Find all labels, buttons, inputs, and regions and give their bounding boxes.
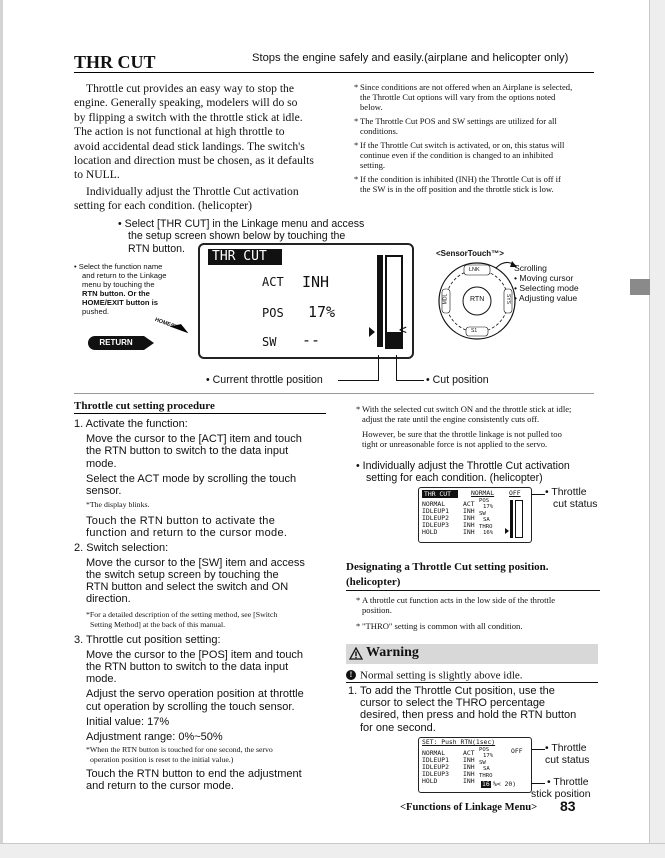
step-3-title: 3. Throttle cut position setting: bbox=[74, 633, 221, 646]
step-3-text-a: Move the cursor to the [POS] item and touch the RTN button to switch to the data input mode. bbox=[86, 648, 304, 686]
mini-pointer-icon bbox=[505, 528, 509, 534]
section-divider bbox=[74, 393, 594, 394]
intro-line: Individually adjust the Throttle Cut activation bbox=[86, 185, 299, 198]
title-rule bbox=[74, 72, 594, 73]
designating-notes: * A throttle cut function acts in the low side of the throttle position. * "THRO" setting is common with all condition. bbox=[356, 595, 556, 631]
intro-paragraph-1 bbox=[74, 82, 324, 183]
procedure-steps bbox=[74, 418, 328, 793]
step-1-text-c: Touch the RTN button to activate the function and return to the cursor mode. bbox=[86, 515, 288, 540]
pos-value[interactable]: 17% bbox=[308, 303, 336, 321]
act-value[interactable]: INH bbox=[302, 273, 330, 291]
footer-section-label: <Functions of Linkage Menu> bbox=[400, 802, 538, 813]
warning-triangle-icon bbox=[349, 647, 363, 660]
page-number: 83 bbox=[560, 798, 576, 814]
return-arrow-icon bbox=[144, 336, 154, 350]
step-3-note: *When the RTN button is touched for one second, the servo operation position is reset to the initial value.) bbox=[86, 745, 273, 765]
warning-sub-row: ! Normal setting is slightly above idle. bbox=[346, 666, 598, 683]
intro-line: The action is not functional at high throttle to bbox=[74, 125, 285, 139]
thro-set-lcd: SET: Push RTN(1sec) OFF NORMAL IDLEUP1 IDLEUP2 IDLEUP3 HOLD ACT INH INH INH INH POS 17% SW SA THRO 16 %< 20) bbox=[418, 737, 532, 793]
return-button[interactable]: RETURN bbox=[88, 336, 144, 350]
designating-rule bbox=[346, 590, 600, 591]
page-subtitle: Stops the engine safely and easily.(airplane and helicopter only) bbox=[252, 52, 569, 64]
select-instruction: • Select [THR CUT] in the Linkage menu and access the setup screen shown below by touching the RTN button. bbox=[118, 218, 365, 255]
cut-leader-line bbox=[396, 355, 397, 381]
designating-heading: Designating a Throttle Cut setting position. (helicopter) bbox=[346, 561, 549, 588]
sys-button[interactable]: SYS bbox=[505, 293, 512, 305]
sw-label: SW bbox=[262, 335, 277, 349]
step-2-note: *For a detailed description of the setting method, see [Switch Setting Method] at the back of this manual. bbox=[86, 609, 278, 629]
note-item: * Since conditions are not offered when an Airplane is selected, the Throttle Cut options will vary from the options noted below. bbox=[354, 82, 573, 112]
act-label: ACT bbox=[262, 275, 284, 289]
step-2-text: Move the cursor to the [SW] item and access the switch setup screen by touching the RTN button and select the switch and ON direction. bbox=[86, 556, 305, 606]
procedure-heading: Throttle cut setting procedure bbox=[74, 400, 326, 414]
right-note-1: * With the selected cut switch ON and the throttle stick at idle; adjust the rate until the engine consistently cuts off. However, be sure that the throttle linkage is not pulled too tight or unreasonable force is not applied to the servo. bbox=[356, 404, 572, 449]
note-item: * The Throttle Cut POS and SW settings are utilized for all conditions. bbox=[354, 116, 557, 136]
intro-paragraph-2 bbox=[74, 185, 324, 214]
page-title: THR CUT bbox=[74, 52, 156, 72]
act-column: ACT INH INH INH INH bbox=[463, 500, 475, 536]
note-item: * If the condition is inhibited (INH) the Throttle Cut is off if the SW is in the off position and the throttle stick is low. bbox=[354, 174, 561, 194]
act-column: ACT INH INH INH INH bbox=[463, 749, 475, 785]
throttle-position-bar bbox=[377, 255, 383, 347]
intro-line: avoid accidental dead stick landings. The switch's bbox=[74, 139, 305, 153]
condition-list: NORMAL IDLEUP1 IDLEUP2 IDLEUP3 HOLD bbox=[422, 749, 449, 785]
step-1-text-b: Select the ACT mode by scrolling the touch sensor. bbox=[86, 472, 297, 498]
page-bottom-margin bbox=[0, 843, 665, 858]
condition-list: NORMAL IDLEUP1 IDLEUP2 IDLEUP3 HOLD bbox=[422, 500, 449, 536]
step-1-text-a: Move the cursor to the [ACT] item and touch the RTN button to switch to the data input mode. bbox=[86, 433, 302, 470]
intro-line: by flipping a switch with the throttle stick at idle. bbox=[74, 110, 303, 124]
page-left-edge bbox=[0, 0, 3, 857]
value-column: POS 17% SW SA THRO bbox=[479, 747, 494, 779]
throttle-leader-line bbox=[338, 380, 378, 381]
sensor-touch-title: <SensorTouch™> bbox=[436, 249, 504, 258]
note-item: * If the Throttle Cut switch is activated, or on, this status will continue even if the condition is changed to an inhibited setting. bbox=[354, 140, 565, 170]
step-1-note: *The display blinks. bbox=[86, 500, 150, 510]
thr-cut-lcd-screen bbox=[198, 243, 414, 359]
warning-title: Warning bbox=[366, 645, 419, 660]
cut-position-label: • Cut position bbox=[426, 374, 489, 386]
intro-line: Throttle cut provides an easy way to stop the bbox=[86, 82, 294, 95]
intro-line: to NULL. bbox=[74, 168, 120, 182]
mdl-button[interactable]: MDL bbox=[442, 293, 449, 305]
side-note-box: • Select the function name and return to the Linkage menu by touching the RTN button. Or the HOME/EXIT button is pushed. HOME/EXIT RETURN bbox=[74, 262, 194, 354]
individually-adjust-note: • Individually adjust the Throttle Cut activation setting for each condition. (helicopter) bbox=[356, 460, 570, 485]
current-throttle-label: • Current throttle position bbox=[206, 374, 323, 386]
callout-line bbox=[531, 494, 545, 495]
throttle-leader-line bbox=[378, 355, 379, 381]
sw-value[interactable]: -- bbox=[302, 331, 321, 349]
throttle-pointer-icon bbox=[369, 327, 375, 337]
initial-value: Initial value: 17% bbox=[86, 715, 170, 728]
throttle-cut-status-callout-2: • Throttle cut status bbox=[545, 743, 590, 766]
exclamation-icon: ! bbox=[346, 670, 356, 680]
warning-step-1: 1. To add the Throttle Cut position, use the cursor to select the THRO percentage desired, then press and hold the RTN button for one second. bbox=[348, 685, 577, 734]
cut-pointer-icon: < bbox=[399, 323, 407, 338]
rtn-center-button[interactable]: RTN bbox=[470, 296, 485, 303]
thro-value-highlight[interactable]: 16 bbox=[482, 780, 490, 788]
throttle-cut-status-callout: • Throttle cut status bbox=[545, 487, 598, 510]
step-2-title: 2. Switch selection: bbox=[74, 541, 169, 554]
step-1-title: 1. Activate the function: bbox=[74, 418, 188, 430]
adjustment-range: Adjustment range: 0%~50% bbox=[86, 731, 223, 744]
page-right-margin bbox=[649, 0, 665, 857]
scrolling-callout: Scrolling • Moving cursor • Selecting mode • Adjusting value bbox=[514, 263, 579, 303]
cut-leader-line bbox=[396, 380, 424, 381]
callout-line bbox=[531, 749, 545, 750]
value-column: POS 17% SW SA THRO 16% bbox=[479, 498, 494, 537]
home-exit-button[interactable]: HOME/EXIT bbox=[153, 317, 185, 333]
section-tab-marker bbox=[630, 279, 650, 295]
pos-label: POS bbox=[262, 306, 284, 320]
lnk-button[interactable]: LNK bbox=[469, 267, 480, 273]
lcd-title: THR CUT bbox=[208, 249, 282, 265]
intro-line: location and direction must be chosen, as it defaults bbox=[74, 154, 314, 168]
notes-right bbox=[354, 82, 600, 194]
intro-line: engine. Generally speaking, modelers will do so bbox=[74, 96, 298, 110]
intro-line: setting for each condition. (helicopter) bbox=[74, 199, 253, 213]
step-3-text-b: Adjust the servo operation position at throttle cut operation by scrolling the touch sensor. bbox=[86, 688, 304, 713]
throttle-stick-position-callout: • Throttle stick position bbox=[531, 777, 591, 800]
s1-button[interactable]: S1 bbox=[471, 328, 478, 334]
step-3-text-c: Touch the RTN button to end the adjustment and return to the cursor mode. bbox=[86, 768, 302, 793]
mini-throttle-bar bbox=[510, 500, 513, 538]
throttle-cut-status-lcd: THR CUT NORMAL OFF NORMAL IDLEUP1 IDLEUP2 IDLEUP3 HOLD ACT INH INH INH INH POS 17% SW SA THRO 16% bbox=[418, 487, 532, 543]
mini-cut-gauge bbox=[515, 500, 523, 538]
